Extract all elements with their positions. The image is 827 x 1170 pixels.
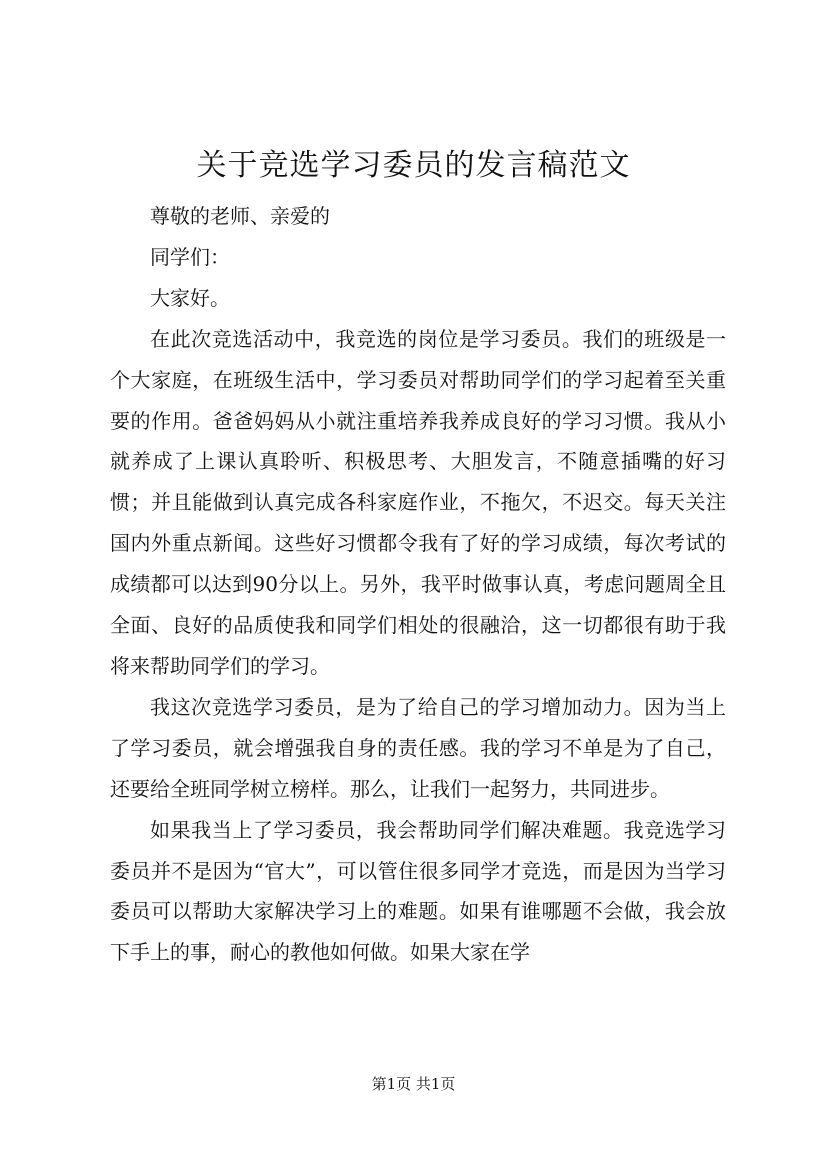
page-number-footer: 第1页 共1页 bbox=[371, 1075, 456, 1093]
salutation-line-1: 尊敬的老师、亲爱的 bbox=[150, 204, 330, 228]
body-paragraph: 如果我当上了学习委员，我会帮助同学们解决难题。我竞选学习委员并不是因为“官大”，可以管住很多同学才竞选，而是因为当学习委员可以帮助大家解决学习上的难题。如果有谁哪题不会做，我会放下手上的事，耐心的教他如何做。如果大家在学 bbox=[110, 817, 726, 965]
body-paragraph: 我这次竞选学习委员，是为了给自己的学习增加动力。因为当上了学习委员，就会增强我自身的责任感。我的学习不单是为了自己，还要给全班同学树立榜样。那么，让我们一起努力，共同进步。 bbox=[110, 694, 726, 801]
salutation-line-2: 同学们： bbox=[150, 244, 230, 269]
document-body bbox=[110, 196, 726, 973]
greeting: 大家好。 bbox=[150, 285, 230, 310]
document-title: 关于竞选学习委员的发言稿范文 bbox=[196, 148, 631, 183]
body-paragraph: 在此次竞选活动中，我竞选的岗位是学习委员。我们的班级是一个大家庭，在班级生活中，学习委员对帮助同学们的学习起着至关重要的作用。爸爸妈妈从小就注重培养我养成良好的学习习惯。我从小就养成了上课认真聆听、积极思考、大胆发言，不随意插嘴的好习惯；并且能做到认真完成各科家庭作业，不拖欠，不迟交。每天关注国内外重点新闻。这些好习惯都令我有了好的学习成绩，每次考试的成绩都可以达到90分以上。另外，我平时做事认真，考虑问题周全且全面、良好的品质使我和同学们相处的很融洽，这一切都很有助于我将来帮助同学们的学习。 bbox=[110, 326, 726, 678]
